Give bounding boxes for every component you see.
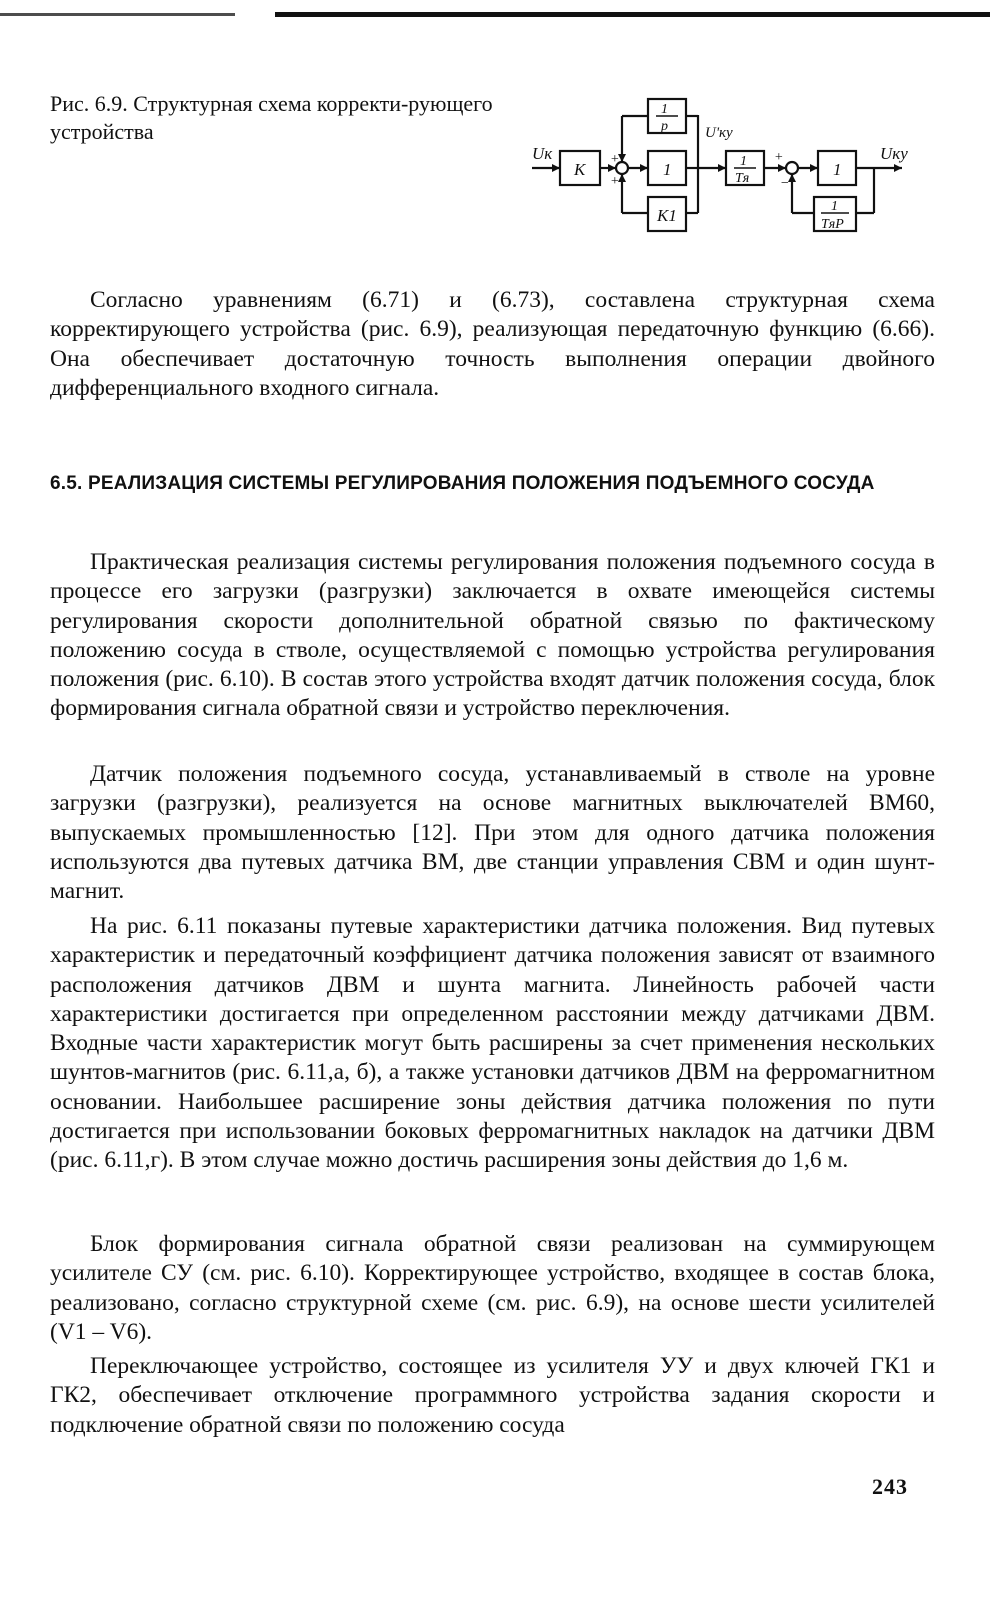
paragraph-4: На рис. 6.11 показаны путевые характеристики датчика положения. Вид путевых характеристик и передаточный коэффициент датчика положения зависят от взаимного расположения датчиков ДВМ и шунта магнита. Линейность рабочей части характеристики достигается при определенном расстоянии между датчиками ДВМ. Входные части характеристик могут быть расширены за счет применения нескольких шунтов-магнитов (рис. 6.11,а, б), а также установки датчиков ДВМ на ферромагнитном основании. Наибольшее расширение зоны действия датчика положения по пути достигается при использовании боковых ферромагнитных накладок на датчики ДВМ (рис. 6.11,г). В этом случае можно достичь расширения зоны действия до 1,6 м.: [50, 913, 935, 1174]
paragraph-5: Блок формирования сигнала обратной связи реализован на суммирующем усилителе СУ (см. рис. 6.10). Корректирующее устройство, входящее в состав блока, реализовано, согласно структурной схеме (см. рис. 6.9), на основе шести усилителей (V1 – V6).: [50, 1231, 935, 1345]
label-block-k1: K1: [657, 206, 677, 225]
figure-caption: Рис. 6.9. Структурная схема корректи-рующего устройства: [50, 91, 493, 144]
top-rule-right: [275, 12, 990, 17]
block-diagram: [530, 95, 960, 255]
top-rule-left: [0, 13, 235, 16]
label-plus-1: +: [610, 152, 620, 167]
sum-node-2: [786, 162, 798, 174]
label-fb-den: TяP: [821, 217, 844, 232]
label-tya-num: 1: [740, 154, 747, 169]
paragraph-2: Практическая реализация системы регулирования положения подъемного сосуда в процессе его загрузки (разгрузки) заключается в охвате имеющейся системы регулирования скорости дополнительной обратной связью по фактическому положению сосуда в стволе, осуществляемой с помощью устройства регулирования положения (рис. 6.10). В состав этого устройства входят датчик положения сосуда, блок формирования сигнала обратной связи и устройство переключения.: [50, 549, 935, 722]
label-fb-num: 1: [831, 199, 838, 214]
label-intermediate: U'ку: [705, 125, 733, 141]
label-integrator-den: p: [661, 119, 668, 134]
page-number: 243: [872, 1474, 908, 1499]
paragraph-3: Датчик положения подъемного сосуда, устанавливаемый в стволе на уровне загрузки (разгрузки), реализуется на основе магнитных выключателей ВМ60, выпускаемых промышленностью [12]. При этом для одного датчика положения используются два путевых датчика ВМ, две станции управления СВМ и один шунт-магнит.: [50, 761, 935, 905]
label-block-unit: 1: [663, 160, 672, 179]
label-block-k: K: [574, 160, 586, 179]
section-heading: 6.5. РЕАЛИЗАЦИЯ СИСТЕМЫ РЕГУЛИРОВАНИЯ ПОЛОЖЕНИЯ ПОДЪЕМНОГО СОСУДА: [50, 473, 875, 494]
paragraph-1: Согласно уравнениям (6.71) и (6.73), составлена структурная схема корректирующего устройства (рис. 6.9), реализующая передаточную функцию (6.66). Она обеспечивает достаточную точность выполнения операции двойного дифференциального входного сигнала.: [50, 287, 935, 401]
label-integrator-num: 1: [661, 102, 668, 117]
label-output: Uку: [880, 144, 908, 163]
label-plus-3: +: [774, 150, 784, 165]
paragraph-6: Переключающее устройство, состоящее из усилителя УУ и двух ключей ГК1 и ГК2, обеспечивает отключение программного устройства задания скорости и подключение обратной связи по положению сосуда: [50, 1353, 935, 1438]
label-plus-2: +: [610, 174, 620, 189]
label-tya-den: Tя: [735, 171, 750, 186]
label-input: Uк: [532, 144, 553, 163]
label-out-unit: 1: [833, 160, 842, 179]
label-minus: −: [780, 176, 790, 191]
